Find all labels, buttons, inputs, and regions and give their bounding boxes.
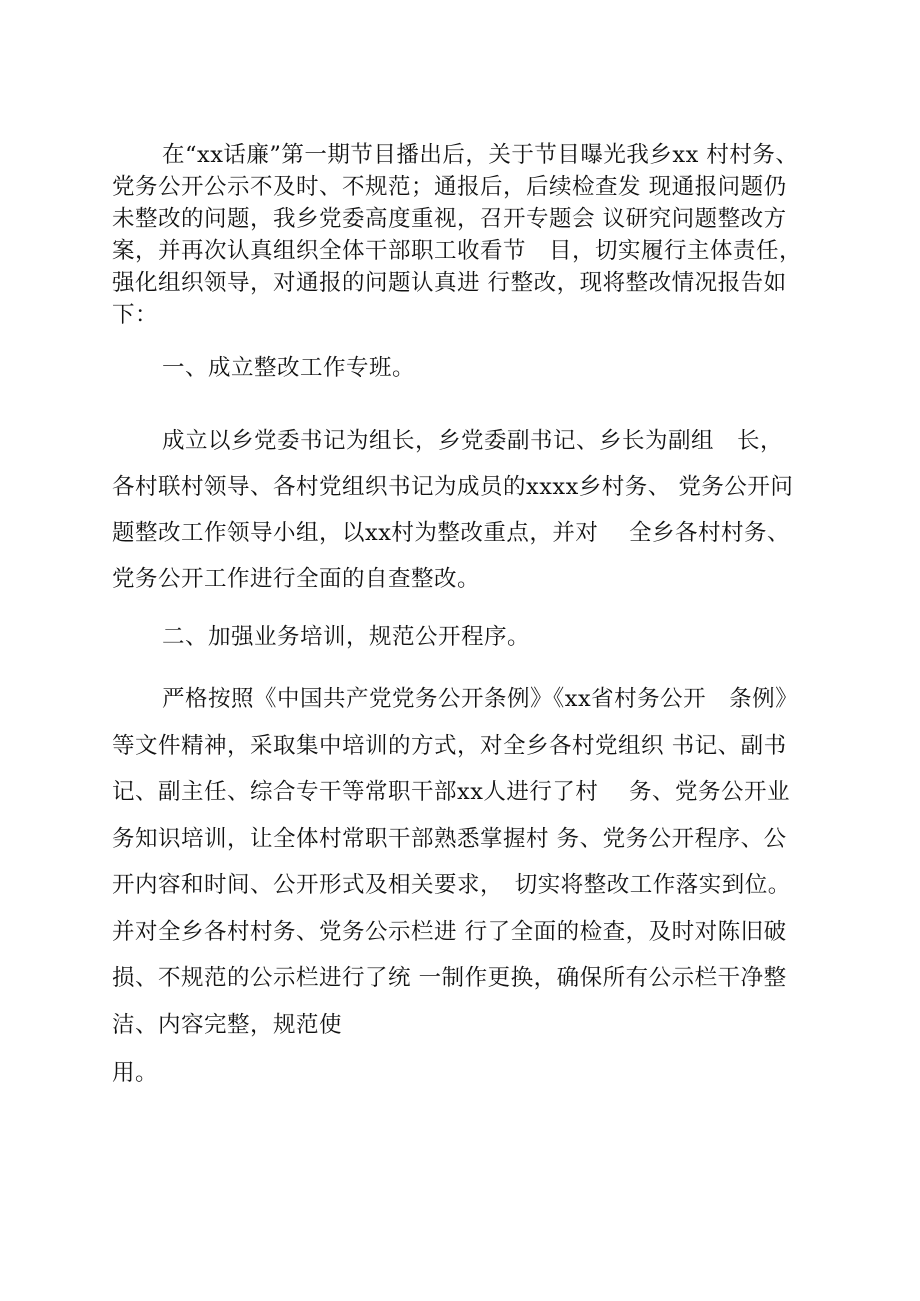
- intro-paragraph: [112, 139, 812, 331]
- paragraph-line: 洁、内容完整，规范使: [112, 1011, 343, 1038]
- paragraph-line: 开内容和时间、公开形式及相关要求， 切实将整改工作落实到位。: [112, 872, 791, 898]
- paragraph-line: 强化组织领导，对通报的问题认真进 行整改，现将整改情况报告如: [112, 270, 787, 296]
- section-2-tail: [112, 1050, 812, 1096]
- paragraph-line: 务知识培训，让全体村常职干部熟悉掌握村 务、党务公开程序、公: [112, 825, 787, 852]
- paragraph-line: 等文件精神，采取集中培训的方式，对全乡各村党组织 书记、副书: [112, 732, 787, 759]
- paragraph-line: 在“xx话廉”第一期节目播出后，关于节目曝光我乡xx 村村务、: [162, 142, 799, 168]
- section-heading-2: [112, 621, 812, 653]
- paragraph-line: 案，并再次认真组织全体干部职工收看节 目，切实履行主体责任，: [112, 238, 803, 264]
- paragraph-line: 未整改的问题，我乡党委高度重视，召开专题会 议研究问题整改方: [112, 206, 787, 232]
- paragraph-line: 各村联村领导、各村党组织书记为成员的xxxx乡村务、 党务公开问: [112, 474, 794, 500]
- paragraph-line: 题整改工作领导小组，以xx村为整改重点，并对 全乡各村村务、: [112, 520, 791, 546]
- section-heading-1: [112, 352, 812, 384]
- paragraph-line: 下：: [112, 302, 159, 328]
- paragraph-line: 并对全乡各村村务、党务公示栏进 行了全面的检查，及时对陈旧破: [112, 918, 787, 945]
- section-heading-text: 二、加强业务培训，规范公开程序。: [162, 624, 531, 650]
- paragraph-line: 损、不规范的公示栏进行了统 一制作更换，确保所有公示栏干净整: [112, 965, 787, 991]
- paragraph-line: 用。: [112, 1060, 159, 1086]
- paragraph-line: 记、副主任、综合专干等常职干部xx人进行了村 务、党务公开业: [112, 779, 791, 805]
- section-heading-text: 一、成立整改工作专班。: [162, 355, 416, 381]
- paragraph-line: 严格按照《中国共产党党务公开条例》《xx省村务公开 条例》: [162, 686, 799, 712]
- paragraph-line: 党务公开公示不及时、不规范；通报后，后续检查发 现通报问题仍: [112, 174, 787, 200]
- section-1-paragraph: [112, 418, 812, 602]
- paragraph-line: 成立以乡党委书记为组长，乡党委副书记、乡长为副组 长，: [162, 428, 784, 454]
- section-2-paragraph: [112, 676, 812, 1048]
- paragraph-line: 党务公开工作进行全面的自查整改。: [112, 566, 481, 592]
